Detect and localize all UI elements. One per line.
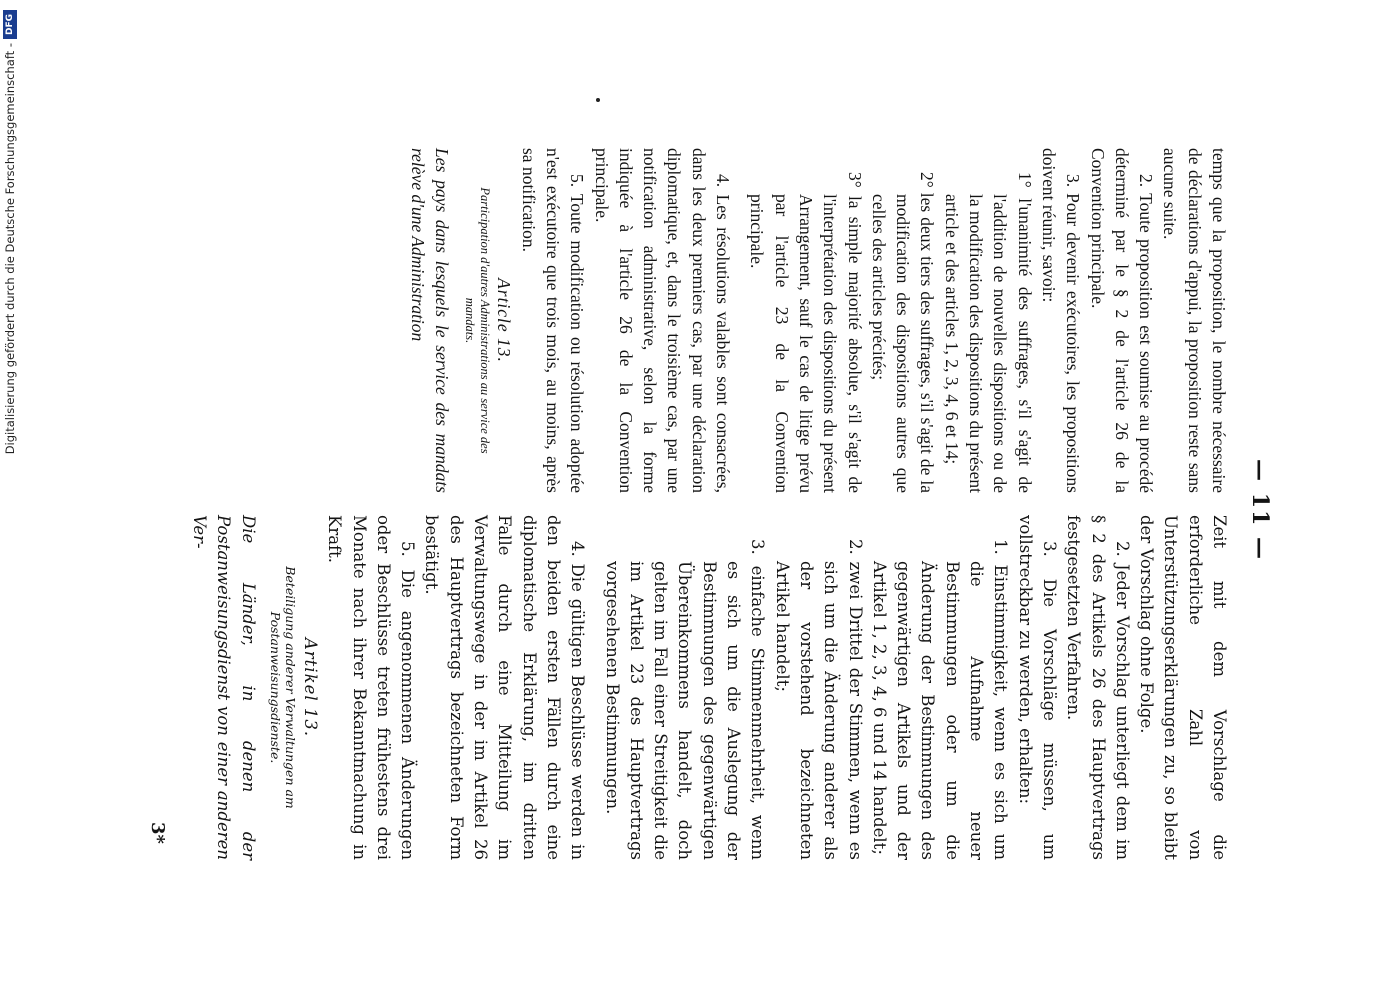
french-paragraph-continued: temps que la proposition, le nombre nécessaire de déclarations d'appui, la proposition reste sans aucune suite. <box>1160 148 1229 493</box>
french-paragraph-3: 3. Pour devenir exécutoires, les propositions doivent réunir, savoir: <box>1038 148 1084 493</box>
french-paragraph-4: 4. Les résolutions valables sont consacrées, dans les deux premiers cas, par une déclaration diplomatique, et, dans le troisième cas, par une notification administrative, selon la forme indiquée à l'article 26 de la Convention principale. <box>591 148 734 493</box>
dfg-logo-icon: DFG <box>3 10 17 39</box>
german-article-subtitle: Beteiligung anderer Verwaltungen am Postanweisungsdienste. <box>267 566 298 809</box>
german-paragraph-5: 5. Die angenommenen Änderungen oder Beschlüsse treten frühestens drei Monate nach ihrer Bekanntmachung in Kraft. <box>325 515 418 860</box>
french-item-2: 2° les deux tiers des suffrages, s'il s'agit de la modification des dispositions autres que celles des articles précités; <box>868 172 938 493</box>
page-number-header: — 11 — <box>1247 459 1273 561</box>
german-paragraph-3: 3. Die Vorschläge müssen, um vollstreckbar zu werden, erhalten: <box>1015 515 1059 860</box>
german-paragraph-4: 4. Die gültigen Beschlüsse werden in den beiden ersten Fällen durch eine diplomatische Erklärung, im dritten Falle durch eine Mitteilung im Verwaltungswege in der im Artikel 26 des Hauptvertrags bezeichneten Form bestätigt. <box>422 515 588 860</box>
french-column <box>406 148 1232 493</box>
signature-mark: 3* <box>147 822 168 844</box>
french-item-1: 1° l'unanimité des suffrages, s'il s'agit de l'addition de nouvelles dispositions ou de la modification des dispositions du présent article et des articles 1, 2, 3, 4, 6 et 14; <box>941 172 1035 493</box>
german-article-first-line: Die Länder, in denen der Postanweisungsdienst von einer anderen Ver- <box>190 515 258 860</box>
stray-mark <box>596 98 600 102</box>
digitization-credit <box>0 0 20 1000</box>
german-article-title: Artikel 13. <box>301 637 321 738</box>
french-article-title: Article 13. <box>494 278 515 363</box>
credit-text: Digitalisierung gefördert durch die Deutsche Forschungsgemeinschaft - <box>3 43 17 455</box>
german-paragraph-continued: Zeit mit dem Vorschlage die erforderliche Zahl von Unterstützungserklärungen zu, so bleibt der Vorschlag ohne Folge. <box>1137 515 1229 860</box>
french-paragraph-2: 2. Toute proposition est soumise au procédé déterminé par le § 2 de l'article 26 de la Convention principale. <box>1087 148 1157 493</box>
german-item-1: 1. Einstimmigkeit, wenn es sich um die Aufnahme neuer Bestimmungen oder um die Änderung der Bestimmungen des gegenwärtigen Artikels und der Artikel 1, 2, 3, 4, 6 und 14 handelt; <box>869 539 1011 860</box>
french-article-first-line: Les pays dans lesquels le service des mandats relève d'une Administration <box>407 148 453 493</box>
german-column <box>187 515 1231 860</box>
german-item-2: 2. zwei Drittel der Stimmen, wenn es sich um die Änderung anderer als der vorstehend bezeichneten Artikel handelt; <box>772 539 865 860</box>
german-paragraph-2: 2. Jeder Vorschlag unterliegt dem im § 2 des Artikels 26 des Hauptvertrags festgesetzten Verfahren. <box>1064 515 1132 860</box>
french-item-3: 3° la simple majorité absolue, s'il s'agit de l'interprétation des dispositions du présent Arrangement, sauf le cas de litige prévu par l'article 23 de la Convention principale. <box>747 172 865 493</box>
french-article-subtitle: Participation d'autres Administrations au service des mandats. <box>463 187 493 454</box>
french-paragraph-5: 5. Toute modification ou résolution adoptée n'est exécutoire que trois mois, au moins, après sa notification. <box>518 148 588 493</box>
german-item-3: 3. einfache Stimmenmehrheit, wenn es sich um die Auslegung der Bestimmungen des gegenwärtigen Übereinkommens handelt, doch gelten im Fall einer Streitigkeit die im Artikel 23 des Hauptvertrags vorgesehenen Bestimmungen. <box>602 539 768 860</box>
